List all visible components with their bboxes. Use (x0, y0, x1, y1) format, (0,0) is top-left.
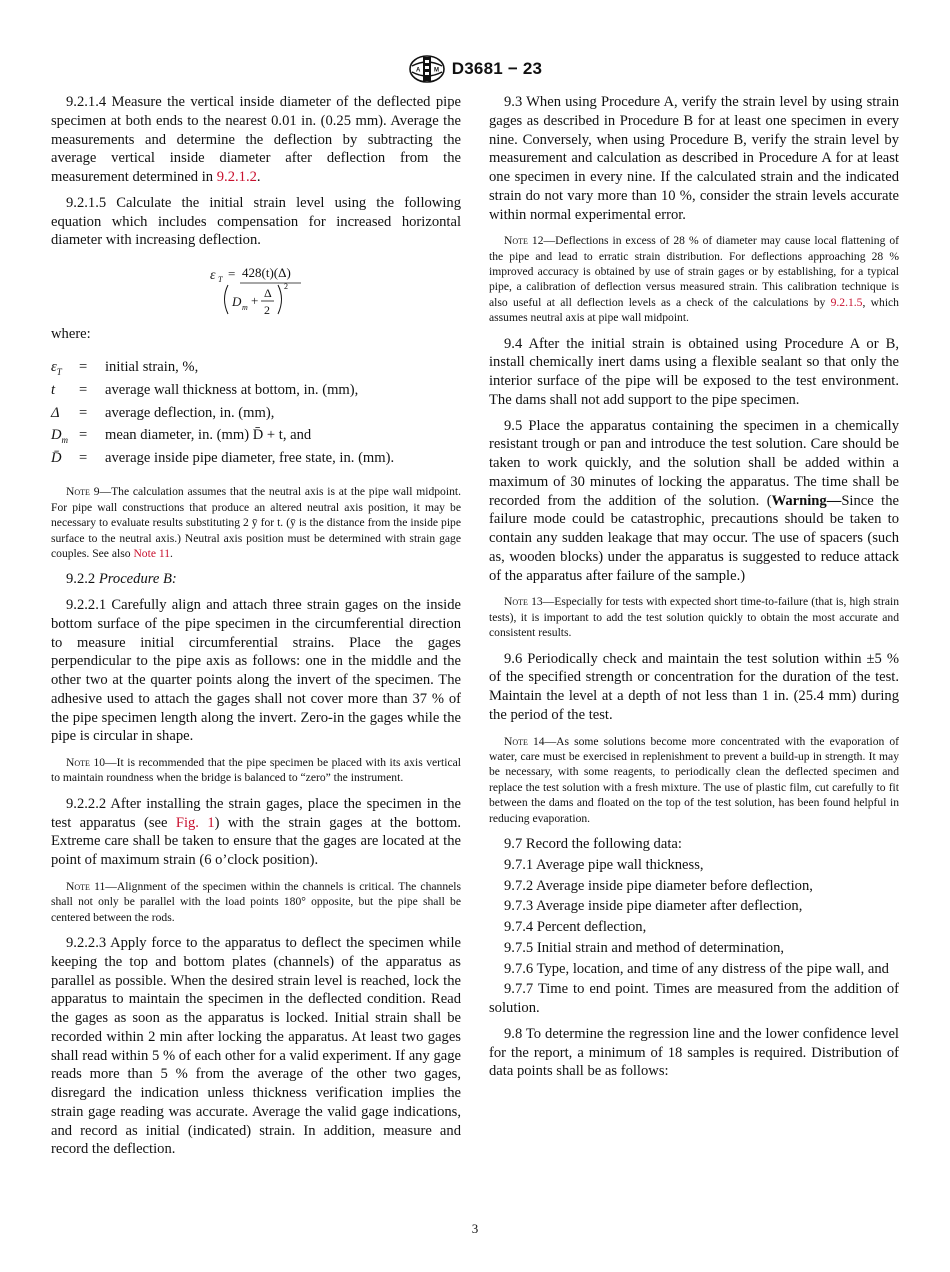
section-9-3: 9.3 When using Procedure A, verify the strain level by using strain gages as described in Procedure B for at least one specimen in every nine. Conversely, when using Procedure B, verify the strain level by measurement and calculation as described in Procedure A for at least one specimen in every nine. If the calculated strain and the indicated strain do not vary more than 10 %, consider the strain levels accurate within normal experimental error. (489, 94, 899, 223)
eq-den-d: D (232, 294, 242, 309)
list-item: 9.7.2 Average inside pipe diameter before deflection, (504, 877, 813, 894)
variable-row (51, 404, 394, 427)
section-9-2-2-3: 9.2.2.3 Apply force to the apparatus to deflect the specimen while keeping the top and bottom plates (channels) of the apparatus as parallel as possible. When the desired strain level is reached, lock the apparatus to maintain the specimen in the deflected condition. Read the gages as soon as the apparatus is locked. Initial strain shall be recorded within 2 min after locking the apparatus. At least two gages shall read within 5 % of each other for a valid experiment. If any gage reads more than 5 % from the average of the other two gages, disregard the indication unless thickness verification implies the strain gage reading was accurate. Average the valid gage indications, and record as initial (indicated) strain. In addition, measure and record the deflection. (51, 935, 461, 1158)
note-11: Note 11—Alignment of the specimen within the channels is critical. The channels shall not only be parallel with the load points 180° opposite, but the pipe shall be centered between the rods. (51, 879, 461, 924)
variable-equals: = (79, 381, 88, 398)
variable-equals: = (79, 427, 88, 444)
note-13: Note 13—Especially for tests with expected short time-to-failure (that is, high strain tests), it is important to add the test solution quickly to obtain the most accurate and consistent results. (489, 595, 899, 640)
list-item: 9.7.4 Percent deflection, (504, 919, 647, 936)
note-14: Note 14—As some solutions become more concentrated with the evaporation of water, care must be exercised in replenishment to prevent a build-up in strength. It may be necessary, with some reagents, to periodically clean the deflected specimen and replace the test solution with a fresh mixture. The use of plastic film, cut carefully to fit between the dams and floated on the top of the test solution, has been found helpful in reducing evaporation. (489, 734, 899, 825)
eq-frac-den: 2 (264, 303, 270, 317)
note-9: Note 9—The calculation assumes that the neutral axis is at the pipe wall midpoint. For pipe wall constructions that produce an altered neutral axis position, it may be necessary to evaluate results substituting 2 ȳ for t. (ȳ is the distance from the inside pipe surface to the neutral axis.) Neutral axis position must be determined with strain gage couples. See also Note 11. (51, 485, 461, 560)
list-item: 9.7.6 Type, location, and time of any distress of the pipe wall, and (504, 960, 889, 977)
eq-exponent: 2 (284, 282, 288, 291)
document-id: D3681 − 23 (451, 59, 543, 78)
variable-symbol: Δ (51, 404, 60, 421)
svg-text:M: M (433, 67, 439, 74)
variable-description: initial strain, %, (105, 358, 199, 375)
record-data-list (489, 856, 899, 1018)
note-12: Note 12—Deflections in excess of 28 % of diameter may cause local flattening of the pipe and lead to erratic strain distribution. For deflections approaching 28 % improved accuracy is obtained by use of strain gages or by establishing, for a typical pipe, a calibration of deflection versus measured strain. This calibration technique is also useful at all deflection levels as a check of the calculations by 9.2.1.5, which assumes neutral axis at pipe wall midpoint. (489, 234, 899, 325)
section-9-2-2-1: 9.2.2.1 Carefully align and attach three strain gages on the inside bottom surface of the pipe specimen in the circumferential direction to measure initial circumferential strains. Place the gages perpendicular to the pipe axis as follows: one in the middle and the other two at the quarter points along the invert of the specimen. The adhesive used to attach the gages shall not cover more than 37 % of the pipe specimen length along the invert. Zero-in the gages while the pipe is circular in shape. (51, 597, 461, 745)
eq-frac-num: Δ (264, 286, 272, 300)
astm-logo-icon (408, 54, 446, 84)
variable-equals: = (79, 358, 88, 375)
list-item: 9.7.7 Time to end point. Times are measured from the addition of solution. (489, 981, 899, 1017)
note-10: Note 10—It is recommended that the pipe specimen be placed with its axis vertical to maintain roundness when the bridge is balanced to “zero” the instrument. (51, 756, 461, 785)
left-column (51, 93, 461, 1166)
eq-equals: = (228, 266, 236, 281)
list-item: 9.7.3 Average inside pipe diameter after deflection, (504, 898, 803, 915)
ref-link-9-2-1-2[interactable]: 9.2.1.2 (216, 169, 257, 185)
variable-row (51, 449, 394, 472)
variable-symbol: $\varepsilon_T$ (51, 358, 62, 377)
section-9-5: 9.5 Place the apparatus containing the specimen in a chemically resistant trough or pan and introduce the test solution. Care should be taken to work quickly, and the solution shall be added within a maximum of 30 minutes of locking the apparatus. The time shall be recorded from the addition of the solution. (Warning—Since the failure mode could be catastrophic, precautions should be taken to contain any sudden leakage that may occur. The use of spacers (such as, wooden blocks) under the apparatus is suggested to reduce attack of the apparatus after failure of the sample.) (489, 417, 899, 584)
variable-description: mean diameter, in. (mm) D̄ + t, and (105, 427, 312, 444)
section-9-6: 9.6 Periodically check and maintain the test solution within ±5 % of the specified strength or concentration for the duration of the test. Maintain the level at a depth of not less than 1 in. (25.4 mm) during the period of the test. (489, 650, 899, 723)
variable-equals: = (79, 404, 88, 421)
variable-description: average inside pipe diameter, free state, in. (mm). (105, 450, 395, 467)
list-item: 9.7.1 Average pipe wall thickness, (504, 856, 704, 873)
section-9-7: 9.7 Record the following data: (504, 836, 682, 853)
eq-lhs-sub: T (218, 275, 223, 284)
page-number: 3 (471, 1221, 479, 1236)
variable-description: average wall thickness at bottom, in. (mm), (105, 381, 359, 398)
ref-link-fig-1[interactable]: Fig. 1 (175, 814, 215, 831)
section-9-4: 9.4 After the initial strain is obtained using Procedure A or B, install chemically inert dams using a flexible sealant so that only the interior surface of the pipe will be exposed to the test environment. The dams shall not add support to the pipe specimen. (489, 335, 899, 408)
variable-symbol: t (51, 381, 56, 398)
list-item: 9.7.5 Initial strain and method of determination, (504, 939, 785, 956)
section-9-2-2-2: 9.2.2.2 After installing the strain gages, place the specimen in the test apparatus (see Fig. 1) with the strain gages at the bottom. Extreme care shall be taken to ensure that the gages are located at the point of maximum strain (6 o’clock position). (51, 795, 462, 869)
variable-symbol: D̄ (51, 450, 62, 467)
section-9-2-1-5: 9.2.1.5 Calculate the initial strain level using the following equation which includes compensation for increased horizontal diameter with increasing deflection. (51, 194, 461, 249)
section-9-8: 9.8 To determine the regression line and the lower confidence level for the report, a minimum of 18 samples is required. Distribution of data points shall be as follows: (489, 1025, 899, 1080)
svg-text:A: A (415, 67, 421, 74)
ref-link-9-2-1-5[interactable]: 9.2.1.5 (830, 295, 863, 309)
variable-equals: = (79, 450, 88, 467)
ref-link-note-11[interactable]: Note 11 (133, 546, 171, 560)
eq-lhs: ε (210, 268, 216, 283)
eq-den-sub: m (242, 303, 248, 312)
variable-definitions (51, 358, 394, 473)
section-9-2-2-heading: 9.2.2 Procedure B: (66, 571, 177, 588)
page-header (0, 52, 950, 86)
strain-equation (51, 257, 461, 319)
variable-row (51, 381, 394, 404)
section-9-2-1-4: 9.2.1.4 Measure the vertical inside diameter of the deflected pipe specimen at both ends to the nearest 0.01 in. (0.25 mm). Average the measurements and determine the deflection by subtracting the average vertical inside diameter after deflection from the measurement determined in 9.2.1.2. (51, 94, 461, 185)
warning-label: Warning— (771, 492, 842, 509)
where-label: where: (51, 326, 91, 342)
variable-description: average deflection, in. (mm), (105, 404, 275, 421)
right-column (489, 93, 899, 1088)
variable-row (51, 358, 394, 381)
eq-plus: + (251, 293, 259, 308)
variable-row (51, 426, 394, 449)
variable-symbol: $D_m$ (51, 427, 69, 446)
eq-numerator: 428(t)(Δ) (242, 265, 291, 280)
